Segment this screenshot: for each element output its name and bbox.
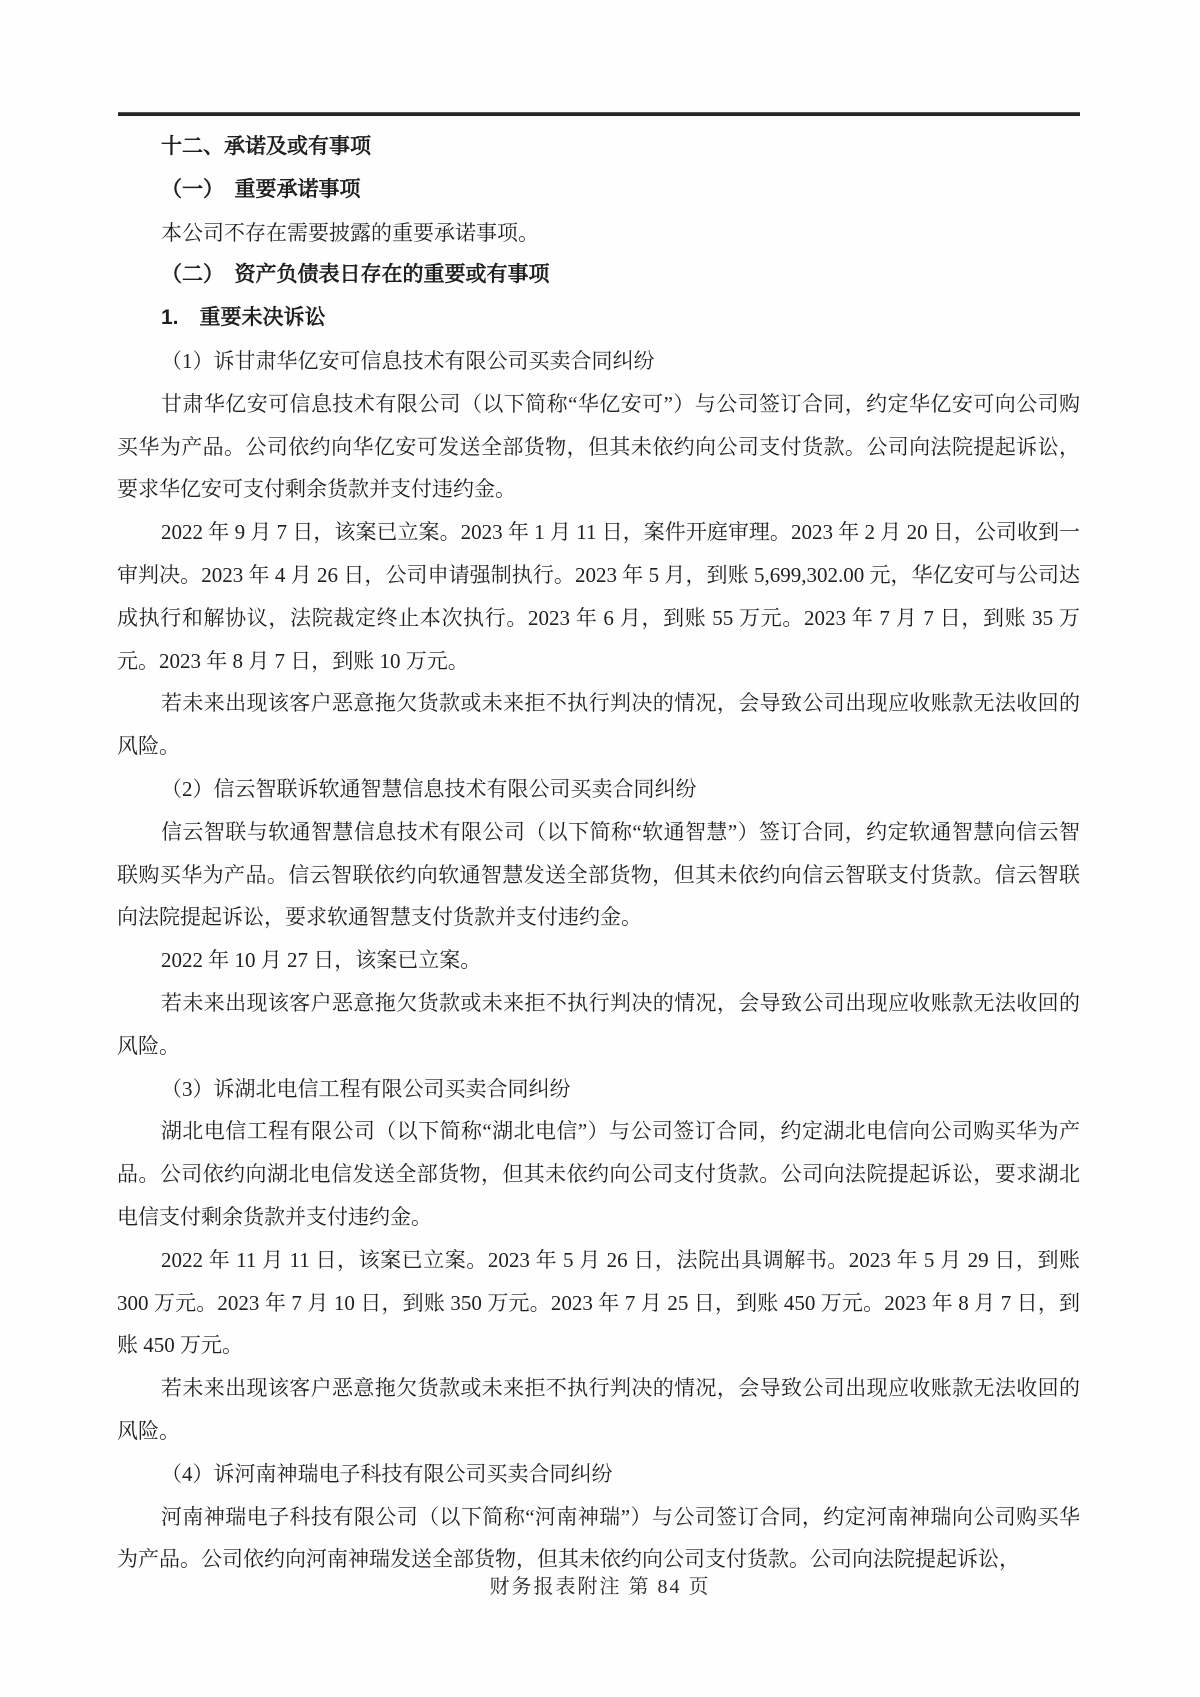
subsection-1-heading: （一） 重要承诺事项 — [161, 177, 361, 201]
page-footer-text: 财务报表附注 第 84 页 — [489, 1576, 711, 1598]
case-1-title: （1）诉甘肃华亿安可信息技术有限公司买卖合同纠纷 — [161, 348, 655, 373]
case-2-paragraph: 若未来出现该客户恶意拖欠货款或未来拒不执行判决的情况，会导致公司出现应收账款无法收回的风险。 — [117, 990, 1080, 1058]
case-3-paragraph: 湖北电信工程有限公司（以下简称“湖北电信”）与公司签订合同，约定湖北电信向公司购买华为产品。公司依约向湖北电信发送全部货物，但其未依约向公司支付货款。公司向法院提起诉讼，要求湖北电信支付剩余货款并支付违约金。 — [117, 1119, 1080, 1229]
case-1-paragraph: 甘肃华亿安可信息技术有限公司（以下简称“华亿安可”）与公司签订合同，约定华亿安可向公司购买华为产品。公司依约向华亿安可发送全部货物，但其未依约向公司支付货款。公司向法院提起诉讼，要求华亿安可支付剩余货款并支付违约金。 — [117, 391, 1080, 502]
item-1-heading: 1. 重要未决诉讼 — [161, 306, 326, 330]
case-2-paragraph: 2022 年 10 月 27 日，该案已立案。 — [161, 948, 482, 973]
case-1-paragraph: 2022 年 9 月 7 日，该案已立案。2023 年 1 月 11 日，案件开庭审理。2023 年 2 月 20 日，公司收到一审判决。2023 年 4 月 26 日，公司申请强制执行。2023 年 5 月，到账 5,699,302.00 元，华亿安可与公司达成执行和解协议，法院裁定终止本次执行。2023 年 6 月，到账 55 万元。2023 年 7 月 7 日，到账 35 万元。2023 年 8 月 7 日，到账 10 万元。 — [117, 520, 1080, 673]
case-3-paragraph: 2022 年 11 月 11 日，该案已立案。2023 年 5 月 26 日，法院出具调解书。2023 年 5 月 29 日，到账 300 万元。2023 年 7 月 10 日，到账 350 万元。2023 年 7 月 25 日，到账 450 万元。2023 年 8 月 7 日，到账 450 万元。 — [117, 1247, 1080, 1358]
subsection-2-heading: （二） 资产负债表日存在的重要或有事项 — [161, 263, 550, 287]
page-footer — [0, 1570, 1200, 1599]
case-3-title: （3）诉湖北电信工程有限公司买卖合同纠纷 — [161, 1076, 571, 1101]
header-rule — [118, 112, 1080, 116]
section-heading: 十二、承诺及或有事项 — [161, 135, 371, 158]
document-content — [117, 126, 1080, 1581]
case-1-paragraph: 若未来出现该客户恶意拖欠货款或未来拒不执行判决的情况，会导致公司出现应收账款无法收回的风险。 — [117, 691, 1080, 759]
subsection-1-body: 本公司不存在需要披露的重要承诺事项。 — [161, 220, 539, 245]
case-4-title: （4）诉河南神瑞电子科技有限公司买卖合同纠纷 — [161, 1461, 613, 1486]
case-2-paragraph: 信云智联与软通智慧信息技术有限公司（以下简称“软通智慧”）签订合同，约定软通智慧向信云智联购买华为产品。信云智联依约向软通智慧发送全部货物，但其未依约向信云智联支付货款。信云智联向法院提起诉讼，要求软通智慧支付货款并支付违约金。 — [117, 819, 1080, 930]
case-2-title: （2）信云智联诉软通智慧信息技术有限公司买卖合同纠纷 — [161, 776, 697, 801]
case-4-paragraph: 河南神瑞电子科技有限公司（以下简称“河南神瑞”）与公司签订合同，约定河南神瑞向公司购买华为产品。公司依约向河南神瑞发送全部货物，但其未依约向公司支付货款。公司向法院提起诉讼， — [117, 1504, 1080, 1572]
case-3-paragraph: 若未来出现该客户恶意拖欠货款或未来拒不执行判决的情况，会导致公司出现应收账款无法收回的风险。 — [117, 1376, 1080, 1443]
